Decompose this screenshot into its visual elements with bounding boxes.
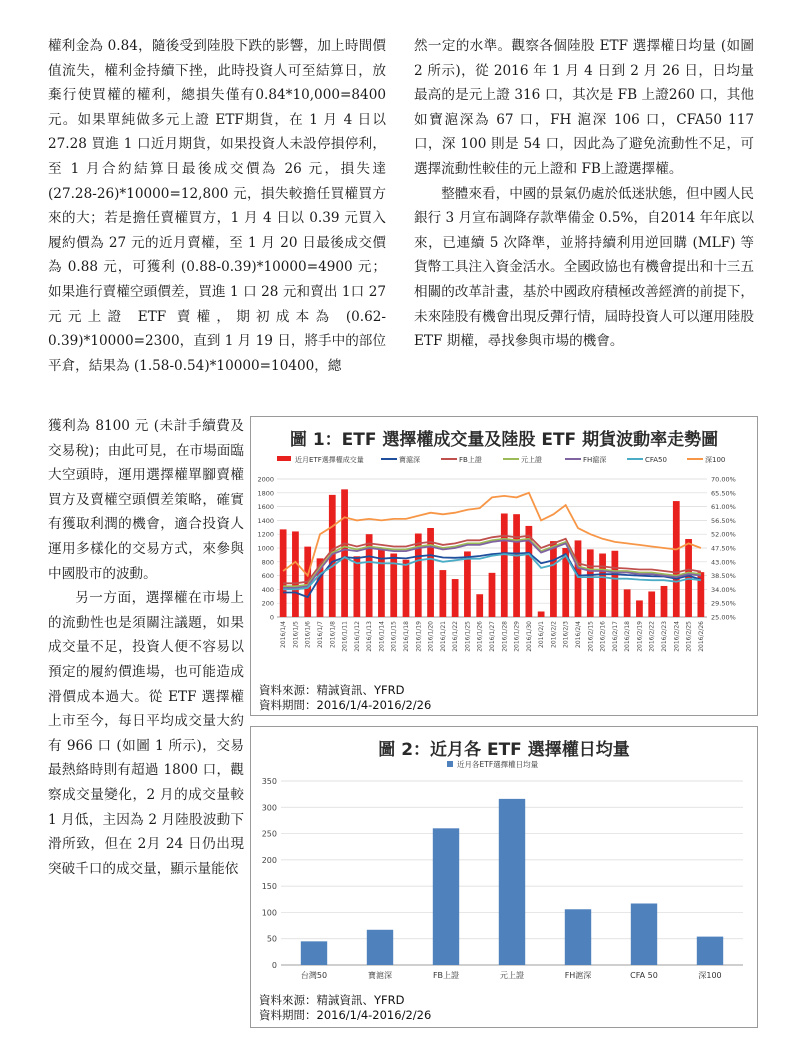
bar bbox=[697, 937, 723, 965]
x-tick-label: 2016/1/19 bbox=[415, 621, 423, 652]
bar bbox=[433, 828, 459, 965]
y-tick-label: 1400 bbox=[257, 516, 274, 525]
y-tick-label: 50 bbox=[266, 934, 277, 944]
figure-2-chart bbox=[251, 757, 757, 993]
y-tick-label: 100 bbox=[261, 908, 277, 918]
figure-2-source-text: 資料來源：精誠資訊、YFRD bbox=[259, 993, 405, 1007]
bar bbox=[367, 930, 393, 965]
figure-1-title: 圖 1：ETF 選擇權成交量及陸股 ETF 期貨波動率走勢圖 bbox=[289, 430, 719, 450]
bar bbox=[636, 600, 643, 617]
x-tick-label: 2016/2/25 bbox=[685, 621, 693, 652]
x-tick-label: 2016/1/28 bbox=[501, 621, 509, 652]
bar bbox=[292, 531, 299, 617]
bar bbox=[631, 903, 657, 965]
paragraph: 然一定的水準。觀察各個陸股 ETF 選擇權日均量 (如圖 2 所示)，從 2016 年 1 月 4 日到 2 月 26 日，日均量最高的是元上證 316 口，其次是 FB 上證260 口，其他如寶滬深為 67 口，FH 滬深 106 口，CFA50 117 口，深 100 則是 54 口，因此為了避免流動性不足，可選擇流動性較佳的元上證和 FB上證選擇權。 bbox=[414, 38, 754, 177]
bar bbox=[538, 611, 545, 617]
bar bbox=[301, 941, 327, 965]
x-tick-label: 2016/1/18 bbox=[403, 621, 410, 652]
legend-label: 近月各ETF選擇權日均量 bbox=[457, 760, 539, 769]
bar bbox=[280, 529, 287, 617]
figure-1-source bbox=[259, 683, 431, 713]
y-tick-label: 350 bbox=[261, 777, 277, 786]
x-tick-label: 2016/2/24 bbox=[673, 621, 681, 652]
y-tick-label: 300 bbox=[261, 803, 277, 813]
bar bbox=[648, 591, 655, 617]
bar bbox=[575, 540, 582, 617]
x-tick-label: 2016/1/25 bbox=[464, 621, 472, 652]
y2-tick-label: 38.50% bbox=[711, 572, 736, 581]
bar bbox=[476, 594, 483, 617]
legend-label: CFA50 bbox=[645, 456, 667, 464]
figure-2-title: 圖 2：近月各 ETF 選擇權日均量 bbox=[378, 740, 630, 760]
paragraph: 另一方面，選擇權在市場上的流動性也是須關注議題，如果成交量不足，投資人便不容易以預定的履約價進場，也可能造成滑價成本過大。從 ETF 選擇權上市至今，每日平均成交量大約有 966 口 (如圖 1 所示)，交易最熱絡時則有超過 1800 口，觀察成交量變化，2 月的成交量較 1 月低，主因為 2 月陸股波動下滑所致，但在 2月 24 日仍出現突破千口的成交量，顯示量能依 bbox=[48, 590, 244, 877]
x-tick-label: 2016/2/22 bbox=[648, 621, 656, 652]
x-tick-label: 2016/2/15 bbox=[587, 621, 595, 652]
y-tick-label: 200 bbox=[261, 599, 274, 608]
article-column-left-narrow bbox=[48, 414, 244, 881]
bar bbox=[452, 579, 459, 617]
paragraph: 權利金為 0.84，隨後受到陸股下跌的影響，加上時間價值流失，權利金持續下挫，此時投資人可至結算日，放棄行使買權的權利，總損失僅有0.84*10,000=8400 元。如果單純做多元上證 ETF期貨，在 1 月 4 日以 27.28 買進 1 口近月期貨，如果投資人未設停損停利，至 1 月合約結算日最後成交價為 26 元，損失達 (27.28-26)*10000=12,800 元，損失較擔任買權買方來的大；若是擔任賣權買方，1 月 4 日以 0.39 元買入履約價為 27 元的近月賣權，至 1 月 20 日最後成交價為 0.88 元，可獲利 (0.88-0.39)*10000=4900 元；如果進行賣權空頭價差，買進 1 口 28 元和賣出 1口 27 元元上證 ETF 賣權，期初成本為 (0.62-0.39)*10000=2300，直到 1 月 19 日，將手中的部位平倉，結果為 (1.58-0.54)*10000=10400，總 bbox=[48, 38, 386, 374]
legend-label: 近月ETF選擇權成交量 bbox=[295, 456, 364, 464]
legend-label: 寶滬深 bbox=[399, 456, 420, 464]
y2-tick-label: 61.00% bbox=[711, 503, 736, 512]
x-tick-label: 2016/2/18 bbox=[624, 621, 632, 652]
bar bbox=[341, 489, 348, 617]
bar bbox=[513, 514, 520, 617]
y2-tick-label: 25.00% bbox=[711, 613, 736, 622]
x-tick-label: 深100 bbox=[698, 971, 722, 980]
x-tick-label: 2016/2/1 bbox=[538, 621, 546, 648]
figure-1 bbox=[250, 416, 758, 716]
x-tick-label: 2016/1/20 bbox=[427, 621, 435, 652]
x-tick-label: 2016/1/8 bbox=[329, 621, 337, 648]
figure-2-period-text: 資料期間：2016/1/4-2016/2/26 bbox=[259, 1008, 432, 1022]
figure-1-source-text: 資料來源：精誠資訊、YFRD bbox=[259, 683, 405, 697]
figure-1-period-text: 資料期間：2016/1/4-2016/2/26 bbox=[259, 698, 432, 712]
bar bbox=[501, 514, 508, 618]
x-tick-label: 2016/1/21 bbox=[439, 621, 447, 652]
bar bbox=[499, 799, 525, 965]
y-tick-label: 2000 bbox=[257, 475, 274, 484]
x-tick-label: 2016/2/23 bbox=[661, 621, 668, 652]
x-tick-label: 2016/1/12 bbox=[353, 621, 361, 652]
figure-1-chart bbox=[251, 451, 757, 691]
bar bbox=[439, 570, 446, 617]
bar bbox=[464, 551, 471, 617]
y-tick-label: 1000 bbox=[257, 544, 274, 553]
legend-label: 元上證 bbox=[521, 456, 542, 464]
article-column-left-top bbox=[48, 34, 386, 378]
bar bbox=[624, 589, 631, 617]
bar bbox=[489, 573, 496, 617]
x-tick-label: 2016/1/30 bbox=[525, 621, 533, 652]
y-tick-label: 1200 bbox=[257, 530, 274, 539]
y2-tick-label: 65.50% bbox=[711, 489, 736, 498]
bar bbox=[599, 554, 606, 617]
x-tick-label: 2016/1/13 bbox=[366, 621, 374, 652]
y-tick-label: 600 bbox=[261, 572, 274, 581]
y2-tick-label: 52.00% bbox=[711, 530, 736, 539]
x-tick-label: 元上證 bbox=[500, 971, 524, 980]
legend-label: FH滬深 bbox=[583, 456, 607, 464]
x-tick-label: 2016/1/14 bbox=[378, 621, 386, 652]
bar bbox=[587, 549, 594, 617]
legend-label: 深100 bbox=[705, 456, 726, 464]
y2-tick-label: 70.00% bbox=[711, 475, 736, 484]
y-tick-label: 0 bbox=[269, 613, 274, 622]
y2-tick-label: 29.50% bbox=[711, 599, 736, 608]
x-tick-label: 2016/2/17 bbox=[611, 621, 619, 652]
bar bbox=[611, 551, 618, 617]
y2-tick-label: 34.00% bbox=[711, 585, 736, 594]
y-tick-label: 0 bbox=[271, 961, 277, 970]
y2-tick-label: 43.00% bbox=[711, 558, 736, 567]
article-column-right bbox=[414, 34, 754, 354]
figure-2-source bbox=[259, 993, 431, 1023]
legend-label: FB上證 bbox=[459, 456, 482, 464]
bar bbox=[565, 909, 591, 965]
x-tick-label: 2016/2/4 bbox=[575, 621, 582, 648]
x-tick-label: CFA 50 bbox=[630, 971, 658, 980]
x-tick-label: 2016/2/26 bbox=[697, 621, 705, 652]
y2-tick-label: 56.50% bbox=[711, 516, 736, 525]
x-tick-label: 2016/1/11 bbox=[341, 621, 349, 652]
y-tick-label: 150 bbox=[261, 882, 277, 892]
x-tick-label: 2016/1/27 bbox=[489, 621, 496, 652]
x-tick-label: FB上證 bbox=[432, 971, 460, 980]
x-tick-label: 2016/1/26 bbox=[476, 621, 484, 652]
x-tick-label: 2016/2/3 bbox=[562, 621, 570, 648]
x-tick-label: 2016/1/7 bbox=[317, 621, 324, 648]
y-tick-label: 1600 bbox=[257, 503, 274, 512]
bar bbox=[353, 556, 360, 617]
figure-2 bbox=[250, 726, 758, 1028]
bar bbox=[673, 501, 680, 617]
bar bbox=[661, 586, 668, 617]
x-tick-label: 2016/1/5 bbox=[292, 621, 300, 648]
x-tick-label: 2016/1/6 bbox=[304, 621, 312, 648]
y-tick-label: 400 bbox=[261, 585, 274, 594]
y-tick-label: 1800 bbox=[257, 489, 274, 498]
x-tick-label: 寶滬深 bbox=[368, 971, 392, 980]
bar bbox=[403, 560, 410, 617]
legend-swatch-bar bbox=[277, 456, 291, 461]
x-tick-label: 2016/1/29 bbox=[513, 621, 521, 652]
x-tick-label: 2016/1/4 bbox=[280, 621, 288, 648]
paragraph: 整體來看，中國的景氣仍處於低迷狀態，但中國人民銀行 3 月宣布調降存款準備金 0.5%，自2014 年年底以來，已連續 5 次降準，並將持續利用逆回購 (MLF) 等貨幣工具注入資金活水。全國政協也有機會提出和十三五相關的改革計畫，基於中國政府積極改善經濟的前提下，未來陸股有機會出現反彈行情，屆時投資人可以運用陸股ETF 期權，尋找參與市場的機會。 bbox=[414, 185, 754, 350]
y-tick-label: 800 bbox=[261, 558, 274, 567]
x-tick-label: 2016/2/2 bbox=[550, 621, 558, 648]
x-tick-label: FH滬深 bbox=[564, 971, 592, 980]
x-tick-label: 2016/2/19 bbox=[636, 621, 644, 652]
y2-tick-label: 47.50% bbox=[711, 544, 736, 553]
y-tick-label: 200 bbox=[261, 855, 277, 865]
paragraph: 獲利為 8100 元 (未計手續費及交易稅)；由此可見，在市場面臨大空頭時，運用選擇權單腳賣權買方及賣權空頭價差策略，確實有獲取利潤的機會，適合投資人運用多樣化的交易方式，來參與中國股市的波動。 bbox=[48, 418, 244, 582]
y-tick-label: 250 bbox=[261, 829, 277, 839]
x-tick-label: 2016/2/16 bbox=[599, 621, 607, 652]
x-tick-label: 台灣50 bbox=[300, 971, 328, 980]
x-tick-label: 2016/1/22 bbox=[452, 621, 460, 652]
bar bbox=[550, 541, 557, 617]
legend-swatch-bar bbox=[447, 761, 453, 767]
x-tick-label: 2016/1/15 bbox=[390, 621, 398, 652]
